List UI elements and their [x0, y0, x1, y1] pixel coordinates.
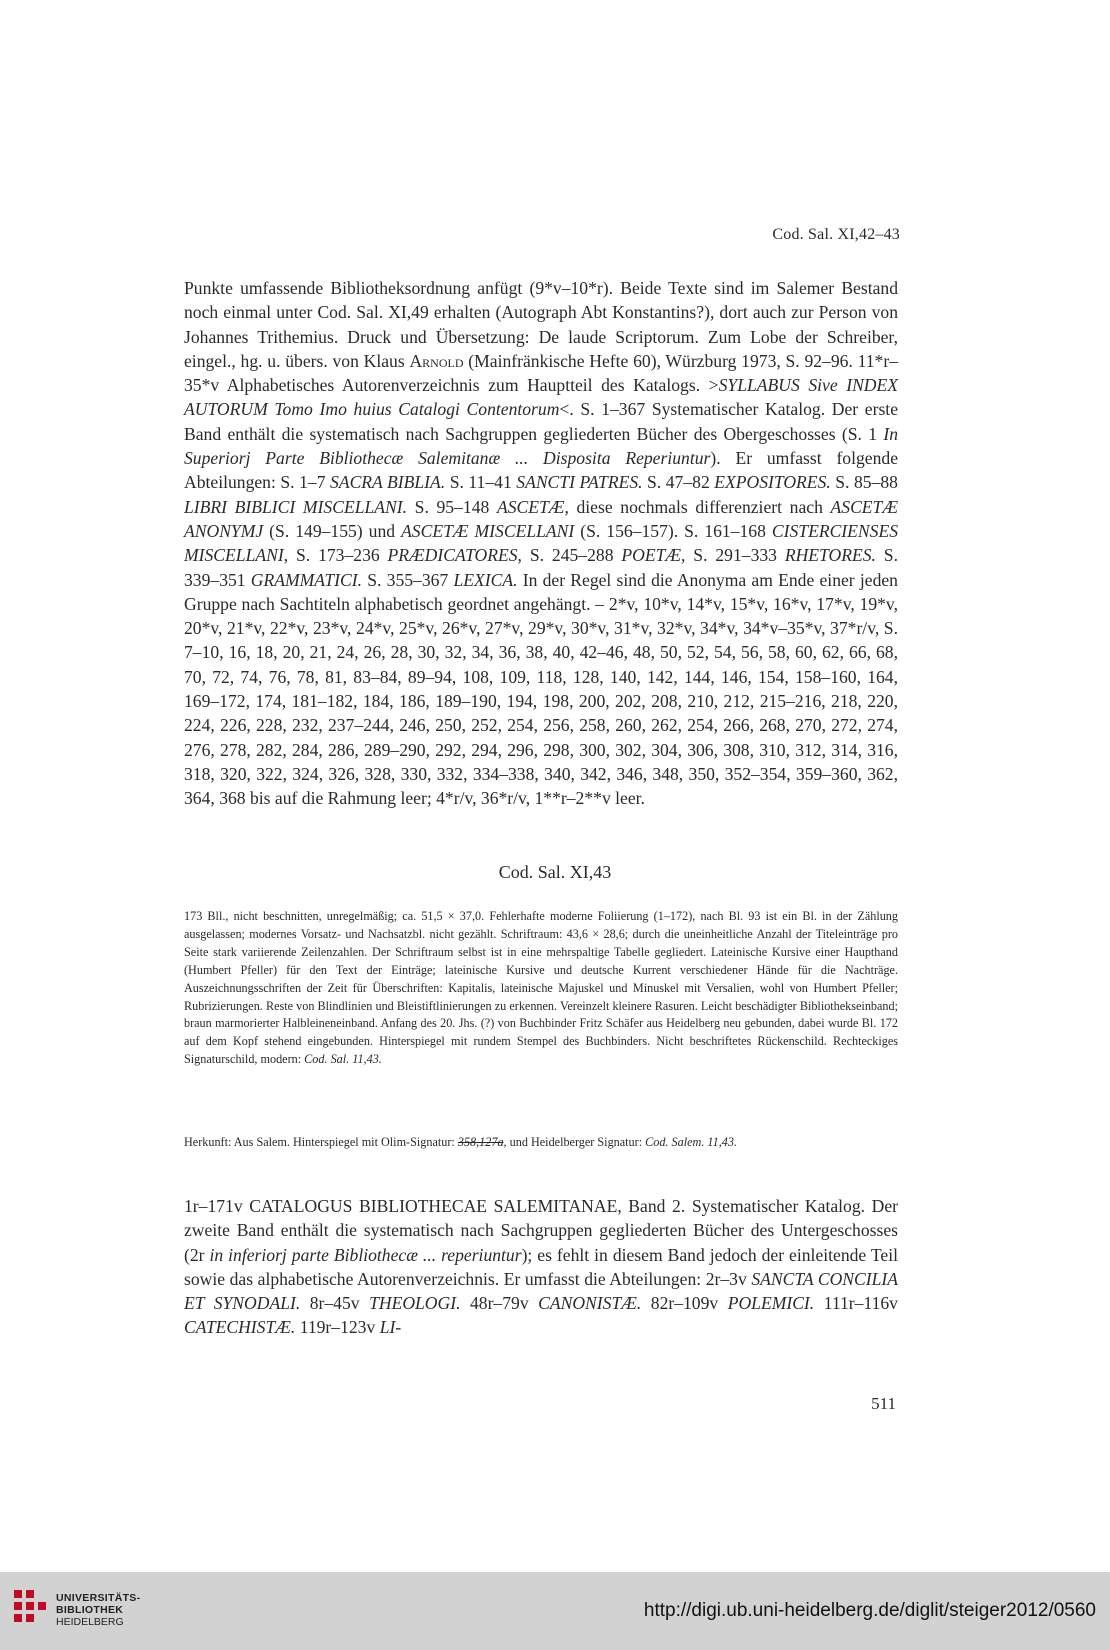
library-logo-text: [56, 1592, 140, 1628]
text-run: S. 355–367: [362, 569, 454, 590]
section-title: PRÆDICATORES: [387, 545, 518, 566]
logo-line: BIBLIOTHEK: [56, 1604, 124, 1616]
section-title: ASCETÆ MISCELLANI: [401, 520, 575, 541]
text-run: , diese nochmals differenziert nach: [564, 496, 831, 517]
description-paragraph: [184, 908, 898, 1069]
entry-42-paragraph: [184, 276, 898, 811]
text-run: Punkte umfassende Bibliotheksordnung anfügt (9*v–10*r). Beide Texte sind im Salemer Bestand noch einmal unter Cod. Sal. XI,49 erhalten (Autograph Abt Konstantins?), dort auch zur Person von Johannes Trithemius. Druck und Übersetzung: De laude Scriptorum. Zum Lobe der Schreiber, eingel., hg. u. übers. von Klaus: [184, 278, 898, 371]
text-run: , und Heidelberger Signatur:: [503, 1135, 646, 1149]
entry-43-description: [184, 908, 898, 1069]
section-title: SANCTI PATRES.: [516, 472, 643, 493]
entry-43-provenance: [184, 1134, 898, 1152]
author-name: Arnold: [409, 350, 464, 371]
olim-signature: 358,127a: [457, 1135, 504, 1149]
section-title: RHETORES.: [784, 545, 876, 566]
text-run: , S. 245–288: [517, 545, 622, 566]
section-title: LIBRI BIBLICI MISCELLANI.: [184, 496, 408, 517]
text-run: S. 339–351: [184, 545, 898, 590]
section-title: CATECHISTÆ.: [184, 1317, 296, 1338]
entry-42-continuation: [184, 276, 898, 811]
text-run: S. 47–82: [642, 472, 715, 493]
text-run: ); es fehlt in diesem Band jedoch der einleitende Teil sowie das alphabetische Autorenverzeichnis. Er umfasst die Abteilungen: 2r–3v: [184, 1244, 899, 1289]
text-run: <. S. 1–367 Systematischer Katalog. Der erste Band enthält die systematisch nach Sachgruppen gegliederten Bücher des Obergeschosses (S. 1: [184, 399, 899, 444]
text-run: 8r–45v: [300, 1293, 370, 1314]
text-run: , S. 291–333: [681, 545, 785, 566]
heidelberg-signature: Cod. Salem. 11,43.: [645, 1135, 737, 1149]
library-logo[interactable]: [14, 1590, 140, 1630]
catalog-title: SYLLABUS Sive INDEX AUTORUM Tomo Imo huius Catalogi Contentorum: [184, 375, 899, 420]
section-title: EXPOSITORES.: [714, 472, 831, 493]
text-run: (Mainfränkische Hefte 60), Würzburg 1973, S. 92–96. 11*r–35*v Alphabetisches Autorenverzeichnis zum Hauptteil des Katalogs. >: [184, 350, 898, 396]
section-title: SACRA BIBLIA.: [330, 472, 446, 493]
text-run: In der Regel sind die Anonyma am Ende einer jeden Gruppe nach Sachtiteln alphabetisch geordnet angehängt. – 2*v, 10*v, 14*v, 15*v, 16*v, 17*v, 19*v, 20*v, 21*v, 22*v, 23*v, 24*v, 25*v, 26*v, 27*v, 29*v, 30*v, 31*v, 32*v, 34*v, 34*v–35*v, 37*r/v, S. 7–10, 16, 18, 20, 21, 24, 26, 28, 30, 32, 34, 36, 38, 40, 42–46, 48, 50, 52, 54, 56, 58, 60, 62, 66, 68, 70, 72, 74, 76, 78, 81, 83–84, 89–94, 108, 109, 118, 128, 140, 142, 144, 146, 154, 158–160, 164, 169–172, 174, 181–182, 184, 186, 189–190, 194, 198, 200, 202, 208, 210, 212, 215–216, 218, 220, 224, 226, 228, 232, 237–244, 246, 250, 252, 254, 256, 258, 260, 262, 254, 266, 268, 270, 272, 274, 276, 278, 282, 284, 286, 289–290, 292, 294, 296, 298, 300, 302, 304, 306, 308, 310, 312, 314, 316, 318, 320, 322, 324, 326, 328, 330, 332, 334–338, 340, 342, 346, 348, 350, 352–354, 359–360, 362, 364, 368 bis auf die Rahmung leer; 4*r/v, 36*r/v, 1**r–2**v leer.: [184, 569, 898, 809]
text-run: ). Er umfasst folgende Abteilungen: S. 1–7: [184, 448, 898, 493]
text-run: 82r–109v: [641, 1293, 728, 1314]
permalink-url[interactable]: http://digi.ub.uni-heidelberg.de/diglit/steiger2012/0560: [643, 1600, 1096, 1621]
section-title: CISTERCIENSES MISCELLANI: [184, 520, 898, 566]
text-run: , S. 173–236: [283, 545, 388, 566]
catalog-quote: in inferiorj parte Bibliothecæ ... reperiuntur: [209, 1244, 522, 1265]
viewer-footer: [0, 1572, 1110, 1650]
section-title: POETÆ: [621, 545, 682, 566]
text-run: (S. 156–157). S. 161–168: [574, 520, 772, 541]
entry-43-contents: [184, 1194, 898, 1340]
text-run: 1r–171v CATALOGUS BIBLIOTHECAE SALEMITANAE, Band 2. Systematischer Katalog. Der zweite Band enthält die systematisch nach Sachgruppen gegliederten Bücher des Untergeschosses (2r: [184, 1196, 898, 1265]
text-run: 173 Bll., nicht beschnitten, unregelmäßig; ca. 51,5 × 37,0. Fehlerhafte moderne Foliierung (1–172), nach Bl. 93 ist ein Bl. in der Zählung ausgelassen; modernes Vorsatz- und Nachsatzbl. nicht gezählt. Schriftraum: 43,6 × 28,6; durch die uneinheitliche Anzahl der Titeleinträge pro Seite stark variierende Zeilenzahlen. Der Schriftraum selbst ist in eine mehrspaltige Tabelle gegliedert. Lateinische Kursive einer Haupthand (Humbert Pfeller) für den Text der Einträge; lateinische Kursive und deutsche Kurrent verschiedener Hände für die Nachträge. Auszeichnungsschriften der Zeit für Überschriften: Kapitalis, lateinische Majuskel und Minuskel mit Versalien, wohl von Humbert Pfeller; Rubrizierungen. Reste von Blindlinien und Bleistiftlinierungen zu erkennen. Vereinzelt kleinere Rasuren. Leicht beschädigter Bibliothekseinband; braun marmorierter Halbleineneinband. Anfang des 20. Jhs. (?) von Buchbinder Fritz Schäfer aus Heidelberg neu gebunden, dabei wurde Bl. 172 auf dem Kopf stehend eingebunden. Hinterspiegel mit rundem Stempel des Buchbinders. Nicht beschriftetes Rückenschild. Rechteckiges Signaturschild, modern:: [184, 909, 898, 1067]
text-run: Herkunft: Aus Salem. Hinterspiegel mit Olim-Signatur:: [184, 1135, 458, 1149]
section-title: SANCTA CONCILIA ET SYNODALI.: [184, 1268, 898, 1314]
text-run: S. 85–88: [830, 472, 898, 493]
section-title: POLEMICI.: [727, 1293, 815, 1314]
text-run: S. 95–148: [407, 496, 497, 517]
page-number: 511: [871, 1394, 896, 1413]
text-run: 111r–116v: [814, 1293, 898, 1314]
catalog-quote: In Superiorj Parte Bibliothecæ Salemitanæ ... Disposita Reperiuntur: [184, 423, 898, 469]
provenance-paragraph: [184, 1134, 898, 1152]
section-title: CANONISTÆ.: [538, 1293, 642, 1314]
signature: Cod. Sal. 11,43.: [304, 1052, 382, 1067]
text-run: S. 11–41: [445, 472, 517, 493]
section-title: LI-: [379, 1317, 402, 1338]
running-header: Cod. Sal. XI,42–43: [772, 226, 900, 243]
text-run: (S. 149–155) und: [263, 520, 402, 541]
text-run: 48r–79v: [460, 1293, 539, 1314]
text-run: 119r–123v: [295, 1317, 380, 1338]
section-title: ASCETÆ ANONYMJ: [184, 496, 898, 541]
entry-43-heading: Cod. Sal. XI,43: [498, 862, 612, 882]
logo-line: UNIVERSITÄTS-: [56, 1592, 141, 1604]
section-title: ASCETÆ: [496, 496, 565, 517]
section-title: LEXICA.: [453, 569, 518, 590]
contents-paragraph: [184, 1194, 898, 1340]
library-logo-icon: [14, 1590, 48, 1630]
section-title: THEOLOGI.: [369, 1293, 461, 1314]
section-title: GRAMMATICI.: [250, 569, 363, 590]
logo-line: HEIDELBERG: [56, 1616, 124, 1628]
